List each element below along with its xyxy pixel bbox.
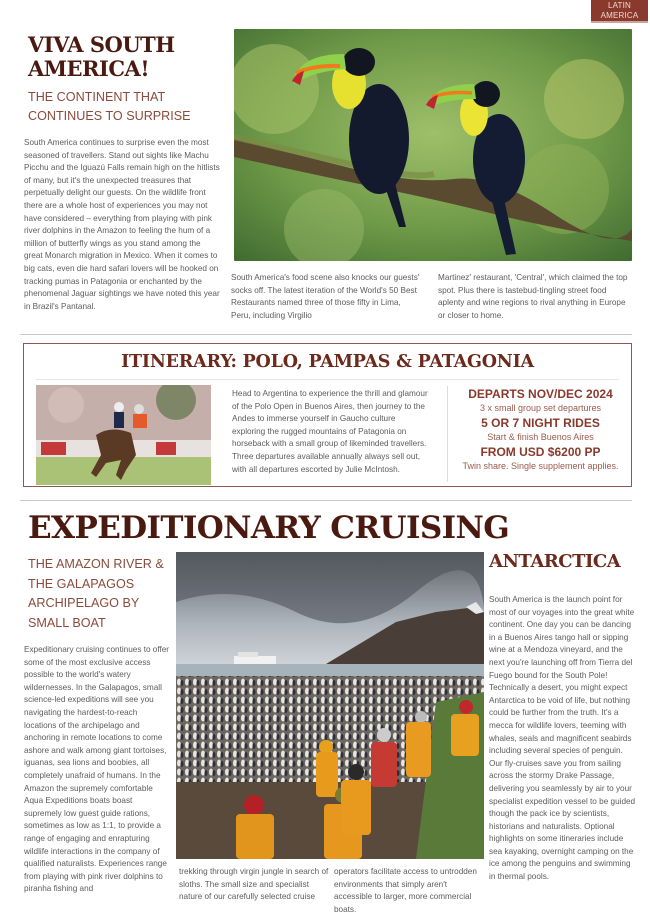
toucan-photo [234, 29, 632, 261]
polo-illustration [36, 385, 211, 485]
section-tag-latin-america [591, 0, 648, 23]
intro-subtitle-line1: THE CONTINENT THAT [28, 90, 166, 104]
intro-title-line2: AMERICA! [28, 56, 150, 81]
section-divider [20, 334, 632, 335]
itinerary-body: Head to Argentina to experience the thrill and glamour of the Polo Open in Buenos Aires, then journey to the Andes to immerse yourself in Gaucho culture exploring the rugged mountains of Patagonia on horseback with a small group of likeminded travellers. Three departures available annually always sell out, with all departures escorted by Julie McIntosh. [232, 389, 428, 474]
fact-price: FROM USD $6200 PP [480, 445, 601, 459]
fact-departs: DEPARTS NOV/DEC 2024 [468, 387, 613, 401]
itinerary-facts [447, 386, 633, 482]
expedition-body-col2: trekking through virgin jungle in search of sloths. The small size and specialist nature of our carefully selected cruise [179, 867, 329, 902]
food-paragraph-col1: South America's food scene also knocks our guests' socks off. The latest iteration of the World's 50 Best Restaurants named three of those fifty in Lima, Peru, including Virgilio [231, 273, 420, 320]
fact-start-finish: Start & finish Buenos Aires [487, 432, 594, 442]
polo-photo [36, 385, 211, 485]
penguin-illustration [176, 552, 484, 859]
penguin-colony-photo [176, 552, 484, 859]
intro-subtitle-line2: CONTINUES TO SURPRISE [28, 108, 191, 123]
intro-title [28, 33, 228, 81]
intro-title-line1: VIVA SOUTH [28, 32, 175, 57]
intro-body: South America continues to surprise even the most seasoned of travellers. Stand out sights like Machu Picchu and the Iguazú Falls remain high on the hitlists of many, but it's the unexpected treasures that perpetually delight our guests. On the wildlife front there are a whole host of experiences you may not have considered – everything from playing with pink river dolphins in the Amazon to feeling the hum of a million of butterfly wings as you stand among the great Monarch migration in Mexico. When it comes to big cats, even die hard safari lovers will be hooked on tracking pumas in Patagonia or enchanted by the phenomenal Jaguar sightings we have noted this year in Brazil's Pantanal. [24, 138, 220, 311]
itinerary-title: ITINERARY: POLO, PAMPAS & PATAGONIA [121, 352, 534, 372]
section-tag-line2: AMERICA [600, 11, 639, 20]
itinerary-box [23, 343, 632, 487]
amazon-subtitle: THE AMAZON RIVER & THE GALAPAGOS ARCHIPELAGO BY SMALL BOAT [28, 557, 164, 630]
food-paragraph-col2: Martinez' restaurant, 'Central', which claimed the top spot. Plus there is tastebud-tingling street food aplenty and wine regions to rival anything in Europe or closer to home. [438, 273, 628, 320]
itinerary-title-rule [36, 379, 619, 380]
antarctica-title: ANTARCTICA [489, 551, 621, 572]
fact-nights: 5 OR 7 NIGHT RIDES [481, 416, 600, 430]
amazon-body: Expeditionary cruising continues to offer some of the most exclusive access possible to the world's watery wildernesses. In the Galapagos, small science-led expeditions will see you navigating the hardest-to-reach locations of the archipelago and anchoring in remote locations to come ashore and walk among giant tortoises, iguanas, sea lions and boobies, all completely unafraid of humans. In the Amazon the supremely comfortable Aqua Expeditions boats boast supremely low guest guide rations, sometimes as low as 1:1, to provide a range of engaging and enrapturing wildlife interactions in the company of qualified naturalists. Experiences range from playing with pink river dolphins to piranha fishing and [24, 645, 170, 894]
toucan-illustration [234, 29, 632, 261]
expedition-title: EXPEDITIONARY CRUISING [28, 510, 510, 546]
antarctica-body: South America is the launch point for most of our voyages into the great white continent. One day you can be dancing in a Buenos Aires tango hall or sipping wine at a Mendoza vineyard, and the next you're launching off from Tierra del Fuego bound for the South Pole! Technically a desert, you might expect Antarctica to be void of life, but nothing could be further from the truth. It's a mecca for wildlife lovers, teeming with whales, seals and magnificent seabirds including several species of penguin. Our fly-cruises save you from sailing across the stormy Drake Passage, delivering you seamlessly by air to your specialist expedition vessel to be guided though the pack ice by scientists, historians and naturalists. Optional highlights on some itineraries include sea kayaking, overnight camping on the ice among the penguins and swimming in thermal pools. [489, 595, 636, 882]
expedition-body-col3: operators facilitate access to untrodden environments that simply aren't accessible to larger, more commercial boats. [334, 867, 477, 914]
fact-price-note: Twin share. Single supplement applies. [462, 461, 619, 471]
fact-departures-detail: 3 x small group set departures [479, 403, 602, 413]
intro-subtitle [28, 88, 228, 125]
section-divider [20, 500, 632, 501]
section-tag-line1: LATIN [607, 1, 632, 10]
